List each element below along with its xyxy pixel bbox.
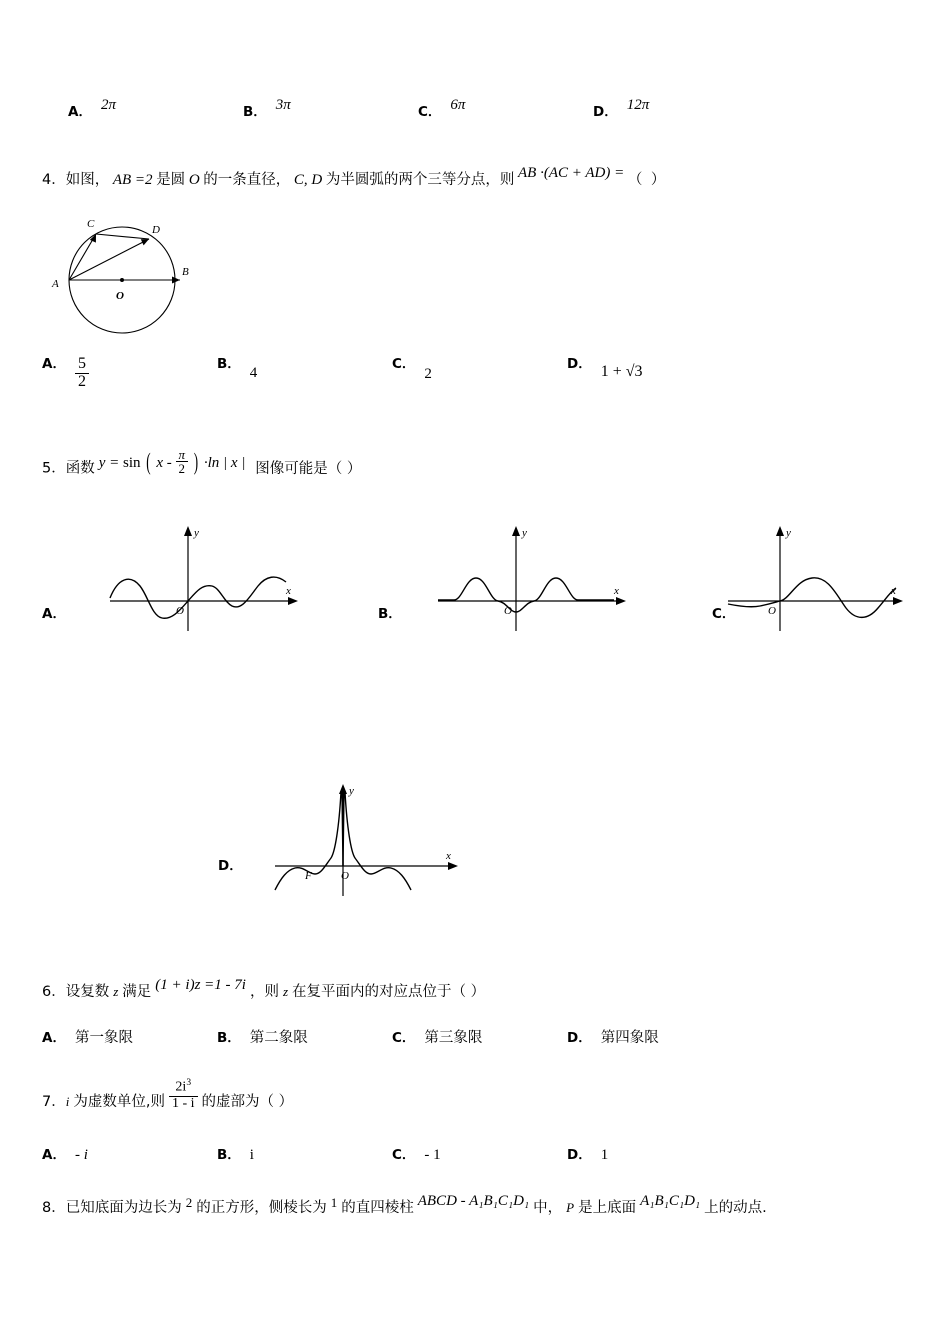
q5-graph-a [90, 516, 320, 636]
q8-math-p: P [566, 1200, 575, 1215]
q7-fraction [169, 1078, 198, 1111]
q6-text-a: 设复数 [65, 984, 110, 1000]
option-d-label: D． [567, 1030, 592, 1046]
option-d[interactable] [567, 1026, 742, 1047]
graph-d-svg [255, 778, 485, 908]
option-b-value: 4 [249, 365, 258, 381]
option-a[interactable] [68, 97, 243, 121]
figure-label-o: O [116, 290, 124, 302]
option-b-value: 第二象限 [249, 1030, 308, 1046]
fraction-numerator [169, 1078, 198, 1096]
q8-math-2: 2 [185, 1195, 193, 1210]
option-list [42, 1143, 882, 1164]
option-c-label: C． [418, 104, 442, 120]
option-d-value: 12π [626, 97, 650, 113]
q8-text-b: 的正方形，侧棱长为 [196, 1200, 327, 1216]
option-c-value: 6π [450, 97, 466, 113]
q6-math-z2: z [282, 984, 289, 999]
q6-text-b: 满足 [122, 984, 152, 1000]
q5-graph-d [255, 778, 485, 908]
q8-text-a: 已知底面为边长为 [65, 1200, 182, 1216]
paren-close: ) [193, 446, 199, 475]
q5-text-after: 图像可能是（ ） [255, 460, 362, 477]
figure-label-d: D [152, 224, 160, 236]
q5-number: 5． [42, 460, 66, 477]
origin-label: O [176, 605, 184, 617]
q6-math-expr: (1 + i)z =1 - 7i [155, 977, 246, 993]
q4-options-row [42, 352, 882, 391]
fraction-numerator-base: 2i [175, 1079, 187, 1095]
option-a-value: 2π [100, 97, 116, 113]
origin-label: O [341, 870, 349, 882]
fraction-numerator: π [176, 448, 189, 463]
q5-graph-b [418, 516, 648, 636]
axis-label-y: y [194, 527, 199, 539]
formula-fraction [176, 448, 189, 476]
option-c-label: C． [712, 606, 736, 622]
formula-x: x - [156, 454, 172, 471]
q4-math-cd: C, D [293, 172, 323, 188]
option-a-label: A． [42, 1147, 66, 1163]
graph-b-svg [418, 516, 648, 636]
option-d-value: 1 [600, 1147, 609, 1163]
q8-text-e: 是上底面 [578, 1200, 637, 1216]
option-d-label: D． [218, 858, 243, 874]
q6-stem [42, 977, 882, 1001]
q7-options-row [42, 1143, 882, 1164]
q4-math-ab: AB =2 [112, 172, 153, 188]
option-a-label: A． [42, 1030, 66, 1046]
option-b[interactable] [217, 1143, 392, 1164]
option-c[interactable] [392, 1026, 567, 1047]
q4-text-d: 为半圆弧的两个三等分点，则 [325, 172, 515, 188]
fraction-numerator: 5 [75, 356, 89, 374]
option-d-label: D． [593, 104, 618, 120]
circle-diagram-svg [30, 205, 250, 340]
option-b-label: B． [243, 104, 267, 120]
q4-text-a: 如图， [65, 172, 110, 188]
figure-label-c: C [87, 218, 95, 230]
option-c-label: C． [392, 356, 416, 372]
option-b-label: B． [217, 356, 241, 372]
option-a[interactable] [42, 1143, 217, 1164]
option-d-value: 第四象限 [600, 1030, 659, 1046]
axis-label-x: x [286, 585, 291, 597]
fraction-denominator: 2 [178, 461, 186, 477]
option-c[interactable] [392, 1143, 567, 1164]
option-d-label: D． [567, 356, 592, 372]
option-b-value: i [249, 1147, 254, 1163]
axis-label-x: x [891, 585, 896, 597]
axis-label-y: y [349, 785, 354, 797]
origin-label-left: F [305, 870, 312, 882]
axis-label-x: x [446, 850, 451, 862]
q8-text-f: 上的动点. [704, 1200, 767, 1216]
origin-label: O [504, 605, 512, 617]
option-d-label: D． [567, 1147, 592, 1163]
q4-number: 4． [42, 172, 66, 188]
option-c-value: 第三象限 [424, 1030, 483, 1046]
formula-y: y = [98, 454, 120, 471]
figure-label-a: A [52, 278, 59, 290]
q6-number: 6． [42, 984, 66, 1000]
option-list [68, 97, 886, 121]
option-a-label: A． [68, 104, 92, 120]
formula-ln: ·ln | x | [203, 454, 246, 471]
figure-label-b: B [182, 266, 189, 278]
fraction-denominator: 1 - i [171, 1095, 195, 1111]
option-b-label: B． [378, 606, 402, 622]
option-a-value [75, 356, 89, 391]
axis-label-y: y [522, 527, 527, 539]
option-a-value: - i [74, 1147, 88, 1163]
option-b[interactable] [217, 1026, 392, 1047]
q8-number: 8． [42, 1200, 66, 1216]
option-list [42, 352, 882, 391]
q8-math-top: A₁B₁C₁D₁ [640, 1193, 701, 1209]
fraction-numerator-exponent: 3 [186, 1078, 192, 1089]
paren-open: ( [146, 446, 151, 475]
option-d[interactable] [567, 352, 747, 380]
q8-math-1: 1 [330, 1195, 338, 1210]
option-d[interactable] [567, 1143, 742, 1164]
graph-c-svg [700, 516, 920, 636]
option-d-value: 1 + √3 [600, 363, 643, 380]
option-list [42, 1026, 882, 1047]
q4-text-b: 是圆 [156, 172, 186, 188]
q4-math-o: O [188, 172, 200, 188]
option-c[interactable] [392, 352, 567, 382]
option-c-label: C． [392, 1147, 416, 1163]
q8-stem [42, 1193, 922, 1217]
q5-stem [42, 446, 882, 483]
option-a[interactable] [42, 1026, 217, 1047]
q4-figure [30, 205, 250, 340]
q7-text-b: 的虚部为（ ） [201, 1094, 294, 1111]
q3-options-row [68, 97, 886, 121]
option-b[interactable] [243, 97, 418, 121]
option-c[interactable] [418, 97, 593, 121]
option-c-value: 2 [424, 366, 432, 382]
option-c-value: - 1 [424, 1147, 441, 1163]
q6-text-c: ，则 [249, 984, 279, 1000]
axis-label-x: x [614, 585, 619, 597]
option-a-label: A． [42, 356, 66, 372]
option-a[interactable] [42, 352, 217, 391]
q8-text-d: 中， [533, 1200, 563, 1216]
fraction-denominator: 2 [77, 372, 86, 390]
option-b-label: B． [217, 1147, 241, 1163]
option-b-value: 3π [275, 97, 291, 113]
formula-sin: sin [123, 454, 141, 471]
option-d[interactable] [593, 97, 768, 121]
q4-text-c: 的一条直径， [203, 172, 291, 188]
q5-formula [98, 446, 249, 477]
option-a-label: A． [42, 606, 66, 622]
graph-a-svg [90, 516, 320, 636]
option-c-label: C． [392, 1030, 416, 1046]
q6-math-z: z [113, 984, 119, 999]
q7-stem [42, 1078, 882, 1119]
q4-paren: （ ） [627, 172, 668, 188]
q7-math-i: i [65, 1094, 70, 1110]
option-b-label: B． [217, 1030, 241, 1046]
option-a-value: 第一象限 [74, 1030, 133, 1046]
origin-label: O [768, 605, 776, 617]
q6-options-row [42, 1026, 882, 1047]
q8-math-prism: ABCD - A₁B₁C₁D₁ [417, 1193, 530, 1209]
q4-math-expr: AB ·(AC + AD) = [518, 165, 625, 181]
option-b[interactable] [217, 352, 392, 381]
q8-text-c: 的直四棱柱 [341, 1200, 414, 1216]
q6-text-d: 在复平面内的对应点位于（ ） [292, 984, 486, 1000]
q4-stem [42, 165, 882, 189]
q7-number: 7． [42, 1094, 66, 1111]
q7-text-a: 为虚数单位,则 [73, 1094, 165, 1111]
axis-label-y: y [786, 527, 791, 539]
q5-graph-c [700, 516, 920, 636]
q5-text: 函数 [65, 460, 95, 477]
